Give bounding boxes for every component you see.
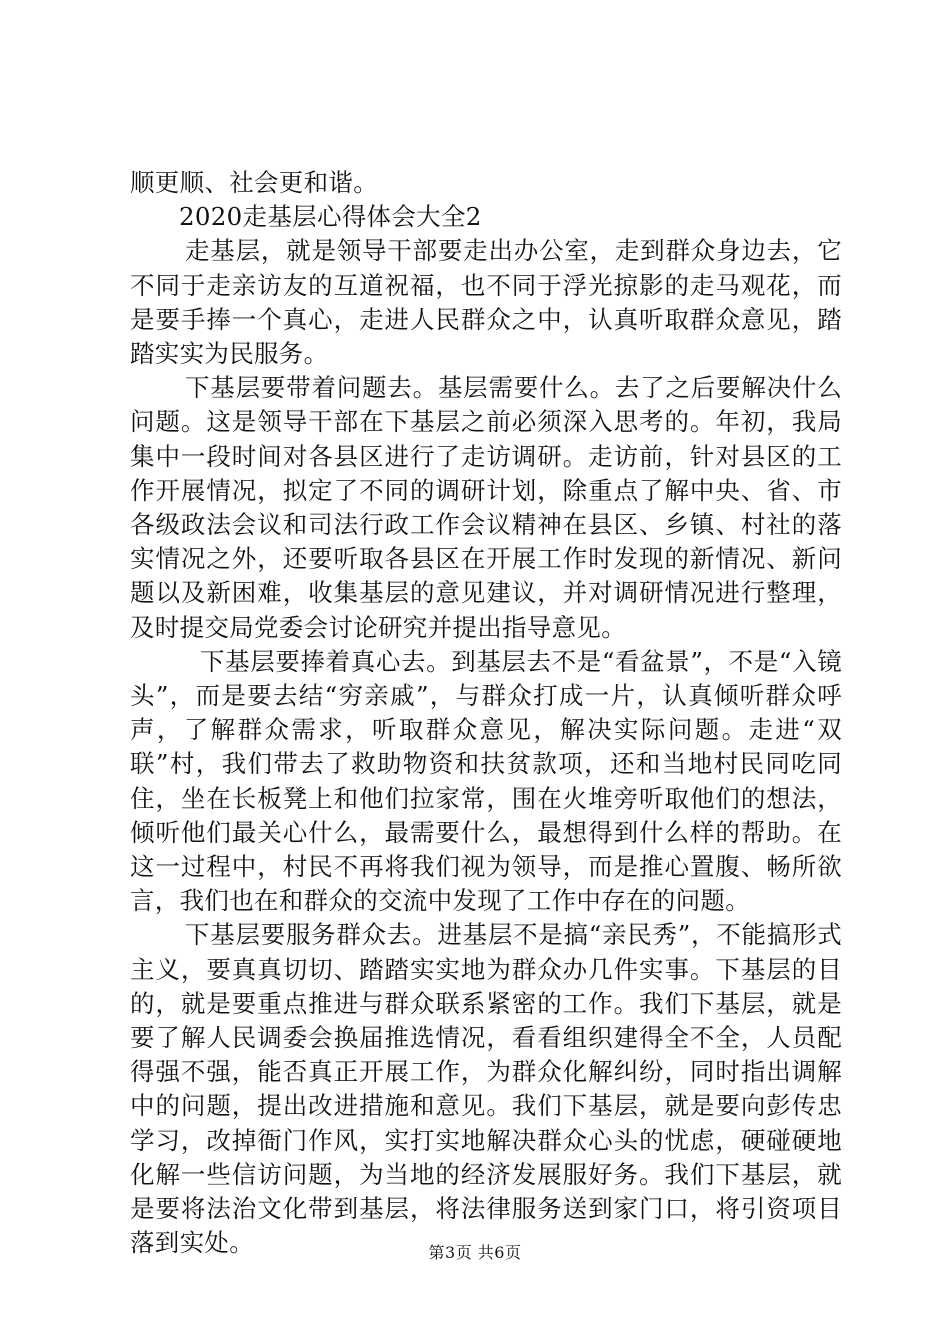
- document-body: [130, 166, 842, 1261]
- paragraph-intro: 走基层，就是领导干部要走出办公室，走到群众身边去，它不同于走亲访友的互道祝福，也不同于浮光掠影的走马观花，而是要手捧一个真心，走进人民群众之中，认真听取群众意见，踏踏实实为民服务。: [130, 236, 842, 369]
- section-heading: 2020走基层心得体会大全2: [179, 202, 482, 232]
- continuation-paragraph: 顺更顺、社会更和谐。: [130, 168, 378, 197]
- paragraph-serve-people: 下基层要服务群众去。进基层不是搞“亲民秀”，不能搞形式主义，要真真切切、踏踏实实地为群众办几件实事。下基层的目的，就是要重点推进与群众联系紧密的工作。我们下基层，就是要了解人民调委会换届推选情况，看看组织建得全不全，人员配得强不强，能否真正开展工作，为群众化解纠纷，同时指出调解中的问题，提出改进措施和意见。我们下基层，就是要向彭传忠学习，改掉衙门作风，实打实地解决群众心头的忧虑，硬碰硬地化解一些信访问题，为当地的经济发展服好务。我们下基层，就是要将法治文化带到基层，将法律服务送到家门口，将引资项目落到实处。: [130, 920, 842, 1258]
- page-footer: 第3页 共6页: [428, 1243, 522, 1262]
- paragraph-with-questions: 下基层要带着问题去。基层需要什么。去了之后要解决什么问题。这是领导干部在下基层之前必须深入思考的。年初，我局集中一段时间对各县区进行了走访调研。走访前，针对县区的工作开展情况，拟定了不同的调研计划，除重点了解中央、省、市各级政法会议和司法行政工作会议精神在县区、乡镇、村社的落实情况之外，还要听取各县区在开展工作时发现的新情况、新问题以及新困难，收集基层的意见建议，并对调研情况进行整理，及时提交局党委会讨论研究并提出指导意见。: [130, 373, 842, 642]
- paragraph-with-sincerity: 下基层要捧着真心去。到基层去不是“看盆景”，不是“入镜头”，而是要去结“穷亲戚”，与群众打成一片，认真倾听群众呼声，了解群众需求，听取群众意见，解决实际问题。走进“双联”村，我们带去了救助物资和扶贫款项，还和当地村民同吃同住，坐在长板凳上和他们拉家常，围在火堆旁听取他们的想法，倾听他们最关心什么，最需要什么，最想得到什么样的帮助。在这一过程中，村民不再将我们视为领导，而是推心置腹、畅所欲言，我们也在和群众的交流中发现了工作中存在的问题。: [130, 646, 842, 916]
